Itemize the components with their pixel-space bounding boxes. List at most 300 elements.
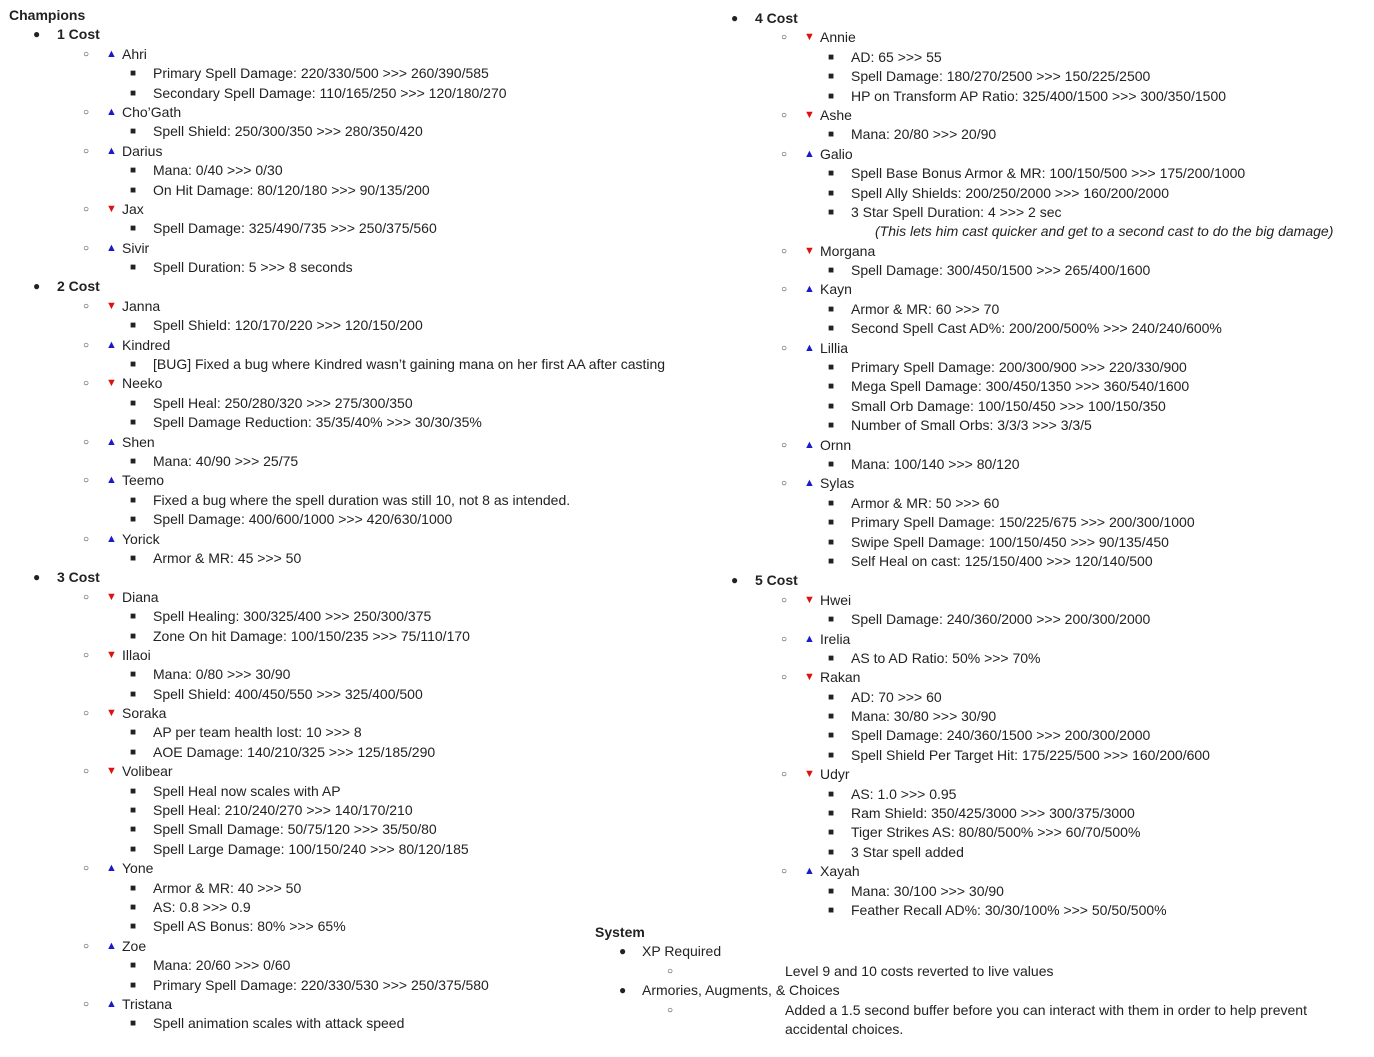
change-note [707,397,1372,416]
bullet-square-icon: ■ [130,1018,137,1030]
change-note [707,416,1372,435]
buff-arrow-up-icon: ▲ [804,632,815,645]
bullet-square-icon: ■ [828,187,835,199]
buff-arrow-up-icon: ▲ [106,144,117,157]
nerf-arrow-down-icon: ▼ [106,377,117,390]
nerf-arrow-down-icon: ▼ [106,765,117,778]
champion-name: Tristana [122,995,173,1012]
system-item-title: Armories, Augments, & Choices [642,982,840,999]
change-note [9,64,709,83]
champion-row [9,471,709,490]
buff-arrow-up-icon: ▲ [106,997,117,1010]
change-note [9,510,709,529]
champion-name: Darius [122,142,163,159]
bullet-square-icon: ■ [828,536,835,548]
bullet-square-icon: ■ [828,206,835,218]
champion-name: Kindred [122,336,171,353]
change-note-text: Primary Spell Damage: 200/300/900 >>> 220/330/900 [851,359,1187,376]
change-note-text: Spell Small Damage: 50/75/120 >>> 35/50/80 [153,821,437,838]
champion-row [707,436,1372,455]
bullet-circle-icon: ○ [781,342,788,354]
change-note-text: HP on Transform AP Ratio: 325/400/1500 >>> 300/350/1500 [851,87,1227,104]
champion-row [9,588,709,607]
change-note-text: Mana: 0/40 >>> 0/30 [153,162,283,179]
bullet-circle-icon: ○ [83,300,90,312]
bullet-square-icon: ■ [130,805,137,817]
system-item [595,942,1295,961]
nerf-arrow-down-icon: ▼ [804,768,815,781]
change-note-text: Spell Ally Shields: 200/250/2000 >>> 160/200/2000 [851,184,1169,201]
change-note-text: Spell Shield: 120/170/220 >>> 120/150/200 [153,317,423,334]
change-note [707,203,1372,222]
bullet-square-icon: ■ [130,960,137,972]
champion-name: Volibear [122,763,173,780]
cost-groups-left [9,25,709,1033]
champion-name: Yone [122,860,154,877]
change-note [707,164,1372,183]
system-note-text: Level 9 and 10 costs reverted to live values [785,962,1054,979]
champion-row [707,591,1372,610]
change-note [9,820,709,839]
change-note [9,840,709,859]
nerf-arrow-down-icon: ▼ [106,299,117,312]
bullet-square-icon: ■ [828,749,835,761]
buff-arrow-up-icon: ▲ [106,939,117,952]
change-note-text: AD: 65 >>> 55 [851,48,942,65]
bullet-square-icon: ■ [828,168,835,180]
bullet-circle-icon: ○ [83,339,90,351]
bullet-square-icon: ■ [828,517,835,529]
bullet-square-icon: ■ [828,652,835,664]
bullet-square-icon: ■ [828,808,835,820]
bullet-square-icon: ■ [130,359,137,371]
buff-arrow-up-icon: ▲ [106,338,117,351]
change-note-text: Swipe Spell Damage: 100/150/450 >>> 90/135/450 [851,533,1169,550]
cost-group-header [707,9,1372,28]
champion-name: Sylas [820,475,855,492]
bullet-circle-icon: ○ [83,203,90,215]
change-note [707,649,1372,668]
change-note-text: Spell Healing: 300/325/400 >>> 250/300/375 [153,608,432,625]
change-note [9,394,709,413]
champion-row [707,280,1372,299]
buff-arrow-up-icon: ▲ [804,341,815,354]
change-note [707,67,1372,86]
bullet-circle-icon: ○ [83,48,90,60]
bullet-square-icon: ■ [130,494,137,506]
change-note [707,610,1372,629]
change-note-text: Spell Damage: 400/600/1000 >>> 420/630/1000 [153,511,453,528]
change-note [9,801,709,820]
change-note [707,48,1372,67]
champion-name: Xayah [820,863,860,880]
cost-group-title: 5 Cost [755,572,798,589]
champion-name: Kayn [820,281,852,298]
bullet-square-icon: ■ [130,727,137,739]
change-note [9,491,709,510]
bullet-square-icon: ■ [828,362,835,374]
cost-group-header [9,568,709,587]
bullet-square-icon: ■ [130,630,137,642]
change-note [707,746,1372,765]
bullet-square-icon: ■ [130,417,137,429]
change-note [707,319,1372,338]
bullet-square-icon: ■ [130,165,137,177]
change-note [9,181,709,200]
change-note [707,494,1372,513]
buff-arrow-up-icon: ▲ [804,865,815,878]
bullet-square-icon: ■ [130,455,137,467]
cost-group-header [707,571,1372,590]
change-note-text: Spell Heal now scales with AP [153,782,341,799]
change-note-text: AD: 70 >>> 60 [851,688,942,705]
change-note [9,665,709,684]
bullet-square-icon: ■ [130,552,137,564]
bullet-square-icon: ■ [130,824,137,836]
change-note-text: Small Orb Damage: 100/150/450 >>> 100/150/350 [851,397,1166,414]
bullet-square-icon: ■ [828,265,835,277]
bullet-square-icon: ■ [828,51,835,63]
change-note [707,901,1372,920]
system-items [595,942,1307,1039]
champion-name: Rakan [820,669,861,686]
change-note-text: Spell Damage: 300/450/1500 >>> 265/400/1600 [851,262,1151,279]
change-note-text: Spell Damage Reduction: 35/35/40% >>> 30/30/35% [153,414,482,431]
change-note [9,685,709,704]
change-note-text: Mana: 0/80 >>> 30/90 [153,666,291,683]
champion-row [707,668,1372,687]
change-note-text: Number of Small Orbs: 3/3/3 >>> 3/3/5 [851,417,1092,434]
buff-arrow-up-icon: ▲ [804,477,815,490]
bullet-circle-icon: ○ [781,109,788,121]
champion-row [707,862,1372,881]
change-note-text: Mana: 100/140 >>> 80/120 [851,455,1020,472]
change-note [9,898,709,917]
cost-group-title: 4 Cost [755,10,798,26]
champion-name: Zoe [122,937,147,954]
champion-name: Illaoi [122,646,151,663]
bullet-square-icon: ■ [130,882,137,894]
bullet-square-icon: ■ [130,68,137,80]
cost-group-title: 2 Cost [57,278,100,295]
champion-row [9,433,709,452]
change-note-text: Spell Duration: 5 >>> 8 seconds [153,259,353,276]
champion-row [9,859,709,878]
champion-row [9,336,709,355]
champion-name: Teemo [122,472,165,489]
bullet-square-icon: ■ [130,688,137,700]
system-note-text: Added a 1.5 second buffer before you can interact with them in order to help prevent accidental choices. [785,1001,1307,1037]
change-note-text: Mega Spell Damage: 300/450/1350 >>> 360/540/1600 [851,378,1190,395]
bullet-disc-icon: ● [33,570,41,585]
change-note [707,513,1372,532]
bullet-circle-icon: ○ [83,591,90,603]
change-note-text: Second Spell Cast AD%: 200/200/500% >>> 240/240/600% [851,320,1222,337]
bullet-square-icon: ■ [828,303,835,315]
buff-arrow-up-icon: ▲ [106,241,117,254]
champion-row [9,239,709,258]
change-note [707,87,1372,106]
change-note [9,84,709,103]
change-note [707,552,1372,571]
nerf-arrow-down-icon: ▼ [106,590,117,603]
change-note [9,607,709,626]
cost-group-title: 1 Cost [57,26,100,43]
champion-name: Soraka [122,705,167,722]
bullet-circle-icon: ○ [781,245,788,257]
bullet-circle-icon: ○ [83,998,90,1010]
change-note-text: Armor & MR: 50 >>> 60 [851,494,1000,511]
nerf-arrow-down-icon: ▼ [106,202,117,215]
change-note-text: Primary Spell Damage: 150/225/675 >>> 200/300/1000 [851,514,1195,531]
bullet-square-icon: ■ [828,555,835,567]
bullet-square-icon: ■ [130,320,137,332]
change-note [707,804,1372,823]
change-note [9,219,709,238]
change-note [9,316,709,335]
champion-name: Irelia [820,630,851,647]
nerf-arrow-down-icon: ▼ [804,593,815,606]
system-heading: System [595,924,645,940]
cost-group-header [9,277,709,296]
buff-arrow-up-icon: ▲ [106,47,117,60]
champion-name: Annie [820,29,856,46]
system-item [595,981,1295,1000]
change-note-text: Primary Spell Damage: 220/330/500 >>> 260/390/585 [153,65,489,82]
nerf-arrow-down-icon: ▼ [804,108,815,121]
champion-row [707,474,1372,493]
champion-row [707,630,1372,649]
change-note [707,184,1372,203]
change-note [707,726,1372,745]
change-note [707,882,1372,901]
bullet-circle-icon: ○ [83,106,90,118]
bullet-square-icon: ■ [130,921,137,933]
change-note-text: AS: 1.0 >>> 0.95 [851,785,957,802]
champion-name: Ornn [820,436,852,453]
bullet-square-icon: ■ [828,711,835,723]
champion-name: Udyr [820,766,850,783]
change-note [9,161,709,180]
buff-arrow-up-icon: ▲ [106,532,117,545]
bullet-square-icon: ■ [130,843,137,855]
bullet-circle-icon: ○ [781,148,788,160]
champion-name: Ashe [820,106,852,123]
nerf-arrow-down-icon: ▼ [106,648,117,661]
nerf-arrow-down-icon: ▼ [106,707,117,720]
change-explanation: (This lets him cast quicker and get to a second cast to do the big damage) [875,223,1334,240]
bullet-circle-icon: ○ [83,766,90,778]
bullet-square-icon: ■ [828,458,835,470]
system-item-title: XP Required [642,943,722,960]
bullet-square-icon: ■ [130,785,137,797]
change-note-text: Mana: 30/100 >>> 30/90 [851,882,1004,899]
change-note-text: Mana: 30/80 >>> 30/90 [851,708,997,725]
change-note-text: Mana: 40/90 >>> 25/75 [153,452,299,469]
change-note-text: Tiger Strikes AS: 80/80/500% >>> 60/70/500% [851,824,1141,841]
change-note-text: Secondary Spell Damage: 110/165/250 >>> 120/180/270 [153,84,507,101]
bullet-square-icon: ■ [828,691,835,703]
change-note-text: Armor & MR: 40 >>> 50 [153,879,302,896]
change-note-text: Spell Shield Per Target Hit: 175/225/500 >>> 160/200/600 [851,746,1210,763]
champion-name: Hwei [820,591,852,608]
buff-arrow-up-icon: ▲ [106,435,117,448]
system-note [595,962,1295,981]
bullet-circle-icon: ○ [781,594,788,606]
champion-row [9,200,709,219]
bullet-circle-icon: ○ [83,708,90,720]
change-note-text: Spell Damage: 180/270/2500 >>> 150/225/2500 [851,68,1151,85]
bullet-circle-icon: ○ [83,940,90,952]
bullet-square-icon: ■ [828,497,835,509]
bullet-square-icon: ■ [130,223,137,235]
change-note-text: Spell Damage: 240/360/2000 >>> 200/300/2000 [851,611,1151,628]
bullet-circle-icon: ○ [83,145,90,157]
change-note-text: AS to AD Ratio: 50% >>> 70% [851,649,1041,666]
change-note [707,377,1372,396]
champion-name: Lillia [820,339,849,356]
bullet-circle-icon: ○ [781,439,788,451]
buff-arrow-up-icon: ▲ [106,862,117,875]
change-note [707,455,1372,474]
bullet-circle-icon: ○ [781,769,788,781]
change-note [707,707,1372,726]
champion-name: Ahri [122,45,147,62]
system-note [595,1001,1307,1040]
bullet-disc-icon: ● [731,573,739,588]
champion-name: Galio [820,145,853,162]
bullet-square-icon: ■ [130,669,137,681]
bullet-square-icon: ■ [828,904,835,916]
change-note-text: AS: 0.8 >>> 0.9 [153,898,251,915]
bullet-square-icon: ■ [828,90,835,102]
change-note-text: Zone On hit Damage: 100/150/235 >>> 75/110/170 [153,627,470,644]
bullet-square-icon: ■ [828,730,835,742]
change-note [9,355,709,374]
bullet-square-icon: ■ [130,514,137,526]
champions-heading: Champions [9,7,86,23]
change-note-text: Spell Damage: 325/490/735 >>> 250/375/560 [153,220,437,237]
change-note-text: Ram Shield: 350/425/3000 >>> 300/375/3000 [851,805,1135,822]
change-note [9,627,709,646]
change-note [9,452,709,471]
champion-row [707,145,1372,164]
change-note-text: Armor & MR: 60 >>> 70 [851,300,1000,317]
bullet-circle-icon: ○ [667,1004,674,1016]
champion-row [9,297,709,316]
nerf-arrow-down-icon: ▼ [804,671,815,684]
champion-name: Jax [122,200,144,217]
change-note-text: AP per team health lost: 10 >>> 8 [153,724,362,741]
change-note [707,300,1372,319]
change-note-text: Feather Recall AD%: 30/30/100% >>> 50/50/500% [851,901,1167,918]
bullet-square-icon: ■ [130,901,137,913]
system-section [595,923,1307,1039]
champion-row [9,374,709,393]
bullet-square-icon: ■ [828,420,835,432]
bullet-circle-icon: ○ [781,32,788,44]
cost-group-header [9,25,709,44]
change-note [9,743,709,762]
change-note-text: Spell Heal: 210/240/270 >>> 140/170/210 [153,802,413,819]
bullet-square-icon: ■ [130,184,137,196]
bullet-circle-icon: ○ [83,649,90,661]
change-note [9,549,709,568]
bullet-square-icon: ■ [828,827,835,839]
champion-row [707,242,1372,261]
champion-row [9,142,709,161]
change-note [707,688,1372,707]
change-note-text: Fixed a bug where the spell duration was still 10, not 8 as intended. [153,491,571,508]
bullet-square-icon: ■ [828,381,835,393]
buff-arrow-up-icon: ▲ [804,283,815,296]
change-note-text: 3 Star Spell Duration: 4 >>> 2 sec [851,203,1062,220]
champion-row [707,106,1372,125]
bullet-disc-icon: ● [731,11,739,25]
change-note-text: Armor & MR: 45 >>> 50 [153,549,302,566]
bullet-square-icon: ■ [828,846,835,858]
change-note-text: Spell Shield: 400/450/550 >>> 325/400/500 [153,685,423,702]
bullet-square-icon: ■ [828,788,835,800]
champion-name: Cho’Gath [122,103,182,120]
champion-name: Shen [122,433,155,450]
bullet-square-icon: ■ [828,323,835,335]
bullet-circle-icon: ○ [83,378,90,390]
cost-groups-right [707,9,1372,920]
champion-name: Morgana [820,242,876,259]
change-note-text: Spell Large Damage: 100/150/240 >>> 80/120/185 [153,840,469,857]
bullet-disc-icon: ● [619,944,627,959]
champion-name: Neeko [122,375,163,392]
champion-row [9,704,709,723]
change-note-text: Self Heal on cast: 125/150/400 >>> 120/140/500 [851,552,1153,569]
bullet-disc-icon: ● [619,983,627,998]
patch-notes-right-column [707,9,1372,920]
champion-row [707,339,1372,358]
change-note-text: Spell Base Bonus Armor & MR: 100/150/500 >>> 175/200/1000 [851,165,1246,182]
change-note [9,879,709,898]
cost-group-title: 3 Cost [57,569,100,586]
change-note [707,125,1372,144]
patch-notes-left-column [9,6,709,1034]
buff-arrow-up-icon: ▲ [804,147,815,160]
bullet-square-icon: ■ [130,126,137,138]
champion-row [9,646,709,665]
bullet-disc-icon: ● [33,279,41,294]
champion-row [707,765,1372,784]
champion-row [707,28,1372,47]
bullet-circle-icon: ○ [781,284,788,296]
bullet-circle-icon: ○ [83,436,90,448]
bullet-circle-icon: ○ [781,478,788,490]
change-note-text: Spell AS Bonus: 80% >>> 65% [153,918,346,935]
change-note-text: Mana: 20/80 >>> 20/90 [851,126,997,143]
bullet-circle-icon: ○ [83,533,90,545]
bullet-square-icon: ■ [130,746,137,758]
bullet-square-icon: ■ [828,129,835,141]
change-note [9,782,709,801]
change-note-text: AOE Damage: 140/210/325 >>> 125/185/290 [153,743,436,760]
change-note [707,358,1372,377]
bullet-square-icon: ■ [130,979,137,991]
bullet-square-icon: ■ [828,400,835,412]
buff-arrow-up-icon: ▲ [106,105,117,118]
bullet-circle-icon: ○ [781,672,788,684]
champion-name: Diana [122,588,159,605]
change-note-text: Primary Spell Damage: 220/330/530 >>> 250/375/580 [153,976,489,993]
champion-name: Janna [122,297,161,314]
change-note-text: Spell Heal: 250/280/320 >>> 275/300/350 [153,394,413,411]
